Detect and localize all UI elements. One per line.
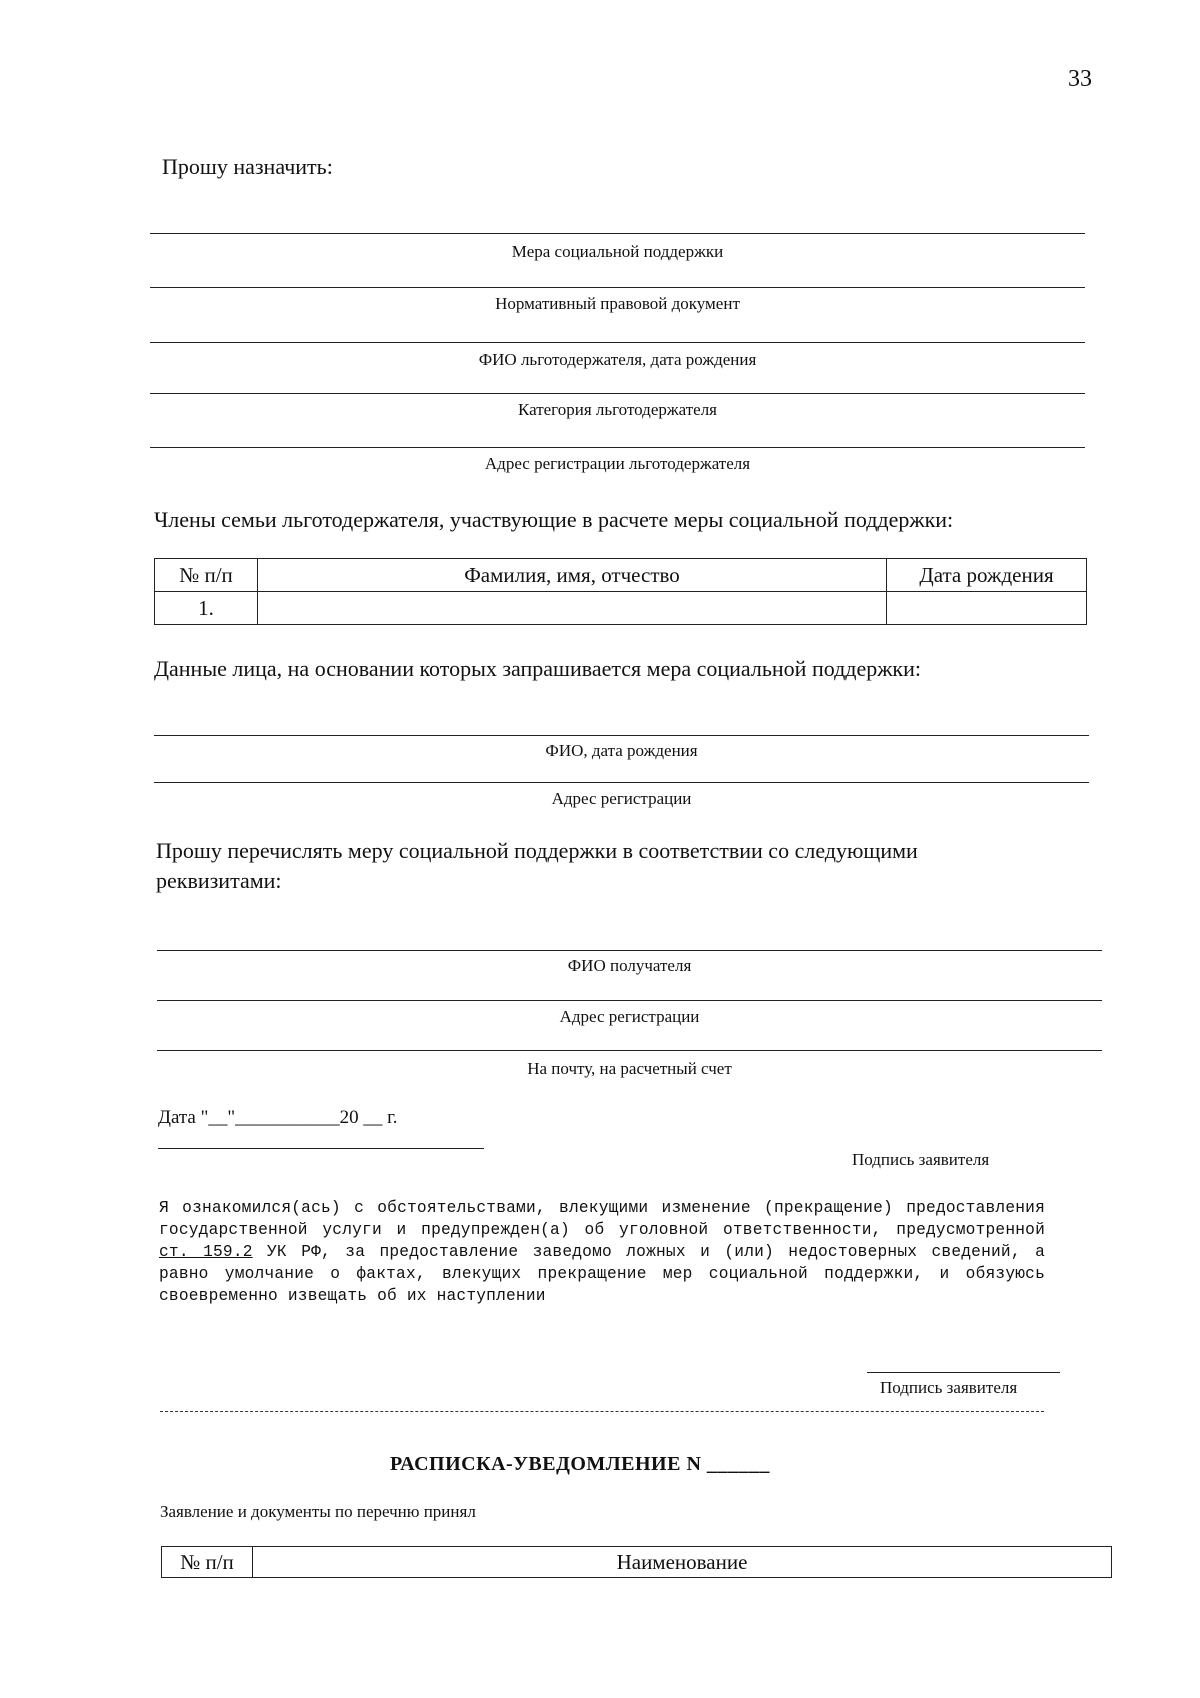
receipt-subtitle: Заявление и документы по перечню принял [160,1502,476,1521]
table-cell[interactable] [258,592,887,625]
holder-name-line [150,342,1085,343]
recipient-name-line [157,950,1102,951]
measure-caption: Мера социальной поддержки [511,242,724,261]
acknowledgement-part2: УК РФ, за предоставление заведомо ложных и (или) недостоверных сведений, а равно умолчание о фактах, влекущих прекращение мер социальной поддержки, и обязуюсь своевременно извещать об их наступлении [159,1243,1045,1305]
holder-address-line [150,447,1085,448]
acknowledgement-text [159,1197,1045,1307]
transfer-heading: Прошу перечислять меру социальной поддержки в соответствии со следующими реквизитами: [156,838,918,893]
family-heading: Члены семьи льготодержателя, участвующие в расчете меры социальной поддержки: [154,507,954,532]
date-suffix: г. [387,1107,398,1128]
receipt-title [390,1453,770,1476]
receipt-number-blank[interactable]: ______ [706,1453,770,1475]
table-header-cell: Фамилия, имя, отчество [258,559,887,592]
receipt-table [161,1546,1112,1578]
date-month-blank[interactable]: ___________ [235,1107,340,1128]
normative-doc-caption: Нормативный правовой документ [495,294,740,313]
table-header-row [155,559,1087,592]
article-link[interactable]: ст. 159.2 [159,1243,253,1261]
holder-category-caption: Категория льготодержателя [517,400,717,419]
recipient-method-line [157,1050,1102,1051]
date-year-blank[interactable]: __ [363,1107,383,1128]
measure-line [150,233,1085,234]
signature-label-2: Подпись заявителя [880,1378,1018,1397]
signature-line-2 [867,1372,1060,1373]
table-header-cell: № п/п [162,1547,253,1578]
signature-label-1: Подпись заявителя [852,1150,990,1169]
table-header-row [162,1547,1112,1578]
recipient-address-caption: Адрес регистрации [559,1007,700,1026]
table-cell[interactable] [887,592,1087,625]
holder-category-line [150,393,1085,394]
date-quote: " [227,1107,236,1128]
table-header-cell: Дата рождения [887,559,1087,592]
request-heading: Прошу назначить: [162,154,333,179]
person-heading: Данные лица, на основании которых запрашивается мера социальной поддержки: [154,656,922,681]
table-row [155,592,1087,625]
holder-name-caption: ФИО льготодержателя, дата рождения [478,350,757,369]
table-header-cell: № п/п [155,559,258,592]
page-number: 33 [1068,66,1092,92]
table-header-cell: Наименование [253,1547,1112,1578]
acknowledgement-part1: Я ознакомился(ась) с обстоятельствами, влекущими изменение (прекращение) предоставления государственной услуги и предупрежден(а) об уголовной ответственности, предусмотренной [159,1199,1045,1239]
person-name-caption: ФИО, дата рождения [545,741,698,760]
person-address-line [154,782,1089,783]
person-name-line [154,735,1089,736]
person-address-caption: Адрес регистрации [551,789,692,808]
normative-doc-line [150,287,1085,288]
holder-address-caption: Адрес регистрации льготодержателя [484,454,751,473]
table-cell: 1. [155,592,258,625]
recipient-method-caption: На почту, на расчетный счет [527,1059,732,1078]
date-line [158,1107,398,1129]
recipient-address-line [157,1000,1102,1001]
receipt-title-text: РАСПИСКА-УВЕДОМЛЕНИЕ N [390,1453,702,1475]
recipient-name-caption: ФИО получателя [567,956,692,975]
date-label: Дата " [158,1107,209,1128]
cut-line-separator [160,1411,1044,1412]
date-day-blank[interactable]: __ [208,1107,228,1128]
signature-line-1 [158,1148,484,1149]
family-table [154,558,1087,625]
date-year-prefix: 20 [339,1107,359,1128]
